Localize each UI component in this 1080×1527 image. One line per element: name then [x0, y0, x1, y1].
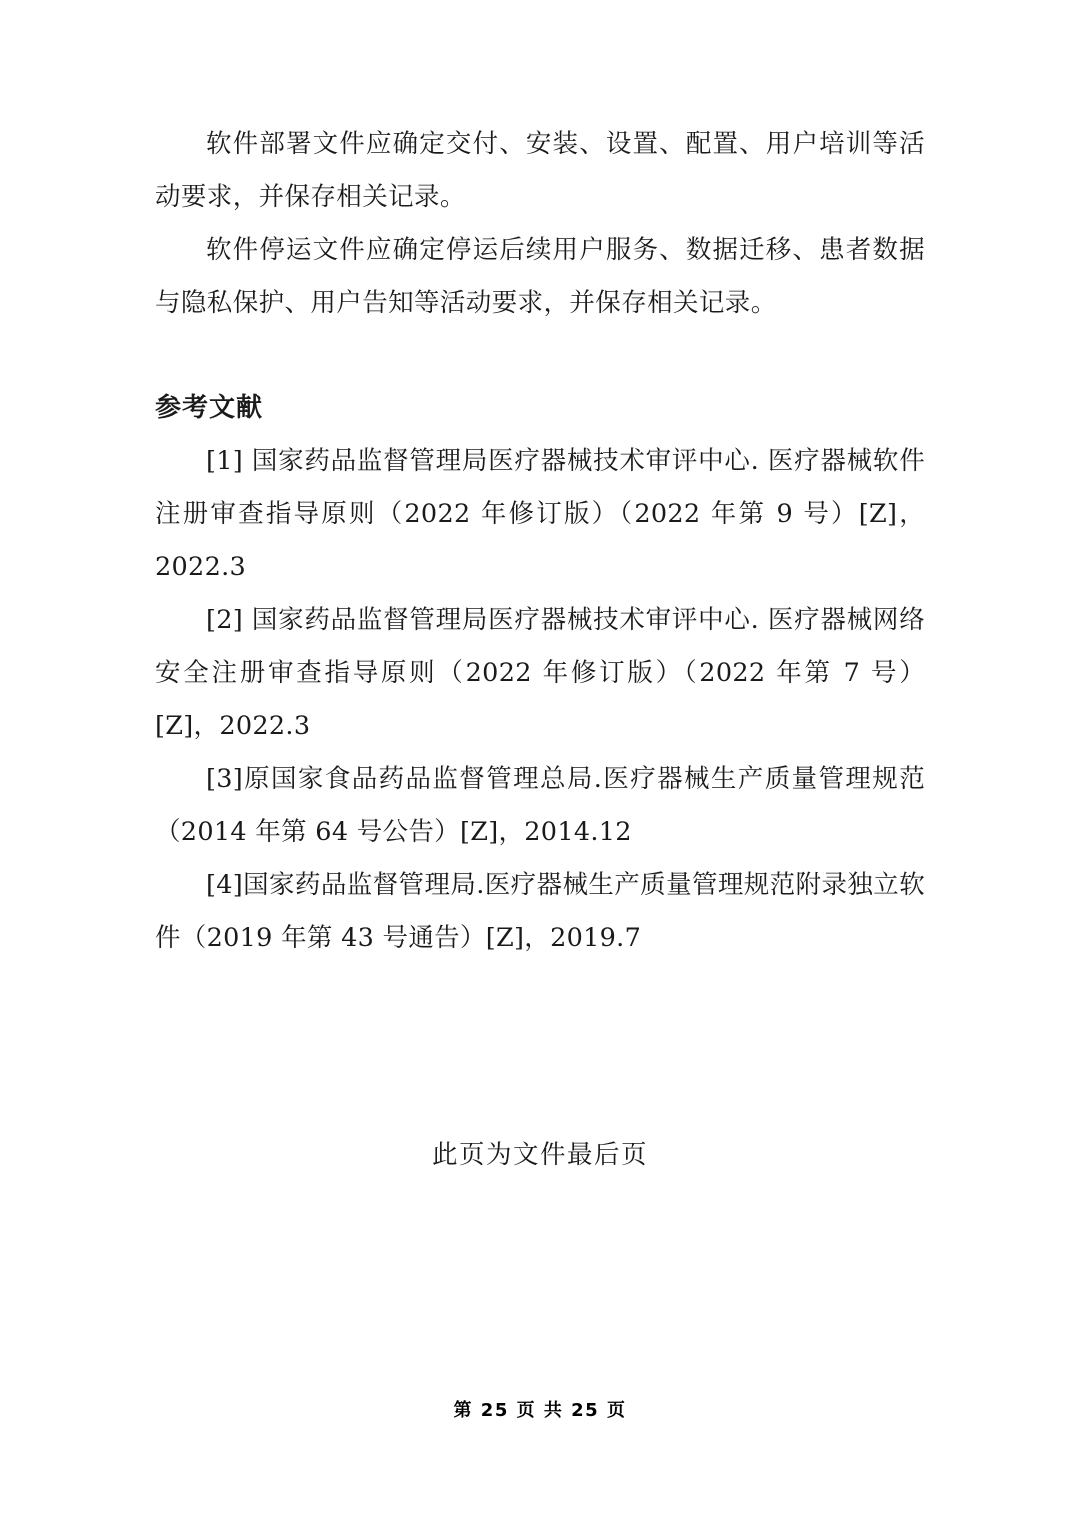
- page-content: [155, 118, 925, 965]
- reference-item: [2] 国家药品监督管理局医疗器械技术审评中心. 医疗器械网络安全注册审查指导原则（2022 年修订版）（2022 年第 7 号）[Z]，2022.3: [155, 605, 925, 741]
- body-paragraph-1: 软件部署文件应确定交付、安装、设置、配置、用户培训等活动要求，并保存相关记录。: [155, 129, 925, 212]
- references-heading: 参考文献: [155, 393, 264, 423]
- page-footer: 第 25 页 共 25 页: [453, 1400, 627, 1421]
- reference-item: [3]原国家食品药品监督管理总局.医疗器械生产质量管理规范（2014 年第 64 号公告）[Z]，2014.12: [155, 764, 925, 847]
- reference-item: [1] 国家药品监督管理局医疗器械技术审评中心. 医疗器械软件注册审查指导原则（2022 年修订版）（2022 年第 9 号）[Z]，2022.3: [155, 446, 925, 582]
- closing-note: 此页为文件最后页: [431, 1140, 648, 1170]
- body-paragraph-2: 软件停运文件应确定停运后续用户服务、数据迁移、患者数据与隐私保护、用户告知等活动要求，并保存相关记录。: [155, 235, 925, 318]
- reference-item: [4]国家药品监督管理局.医疗器械生产质量管理规范附录独立软件（2019 年第 43 号通告）[Z]，2019.7: [155, 870, 925, 953]
- section-spacer: [155, 330, 925, 382]
